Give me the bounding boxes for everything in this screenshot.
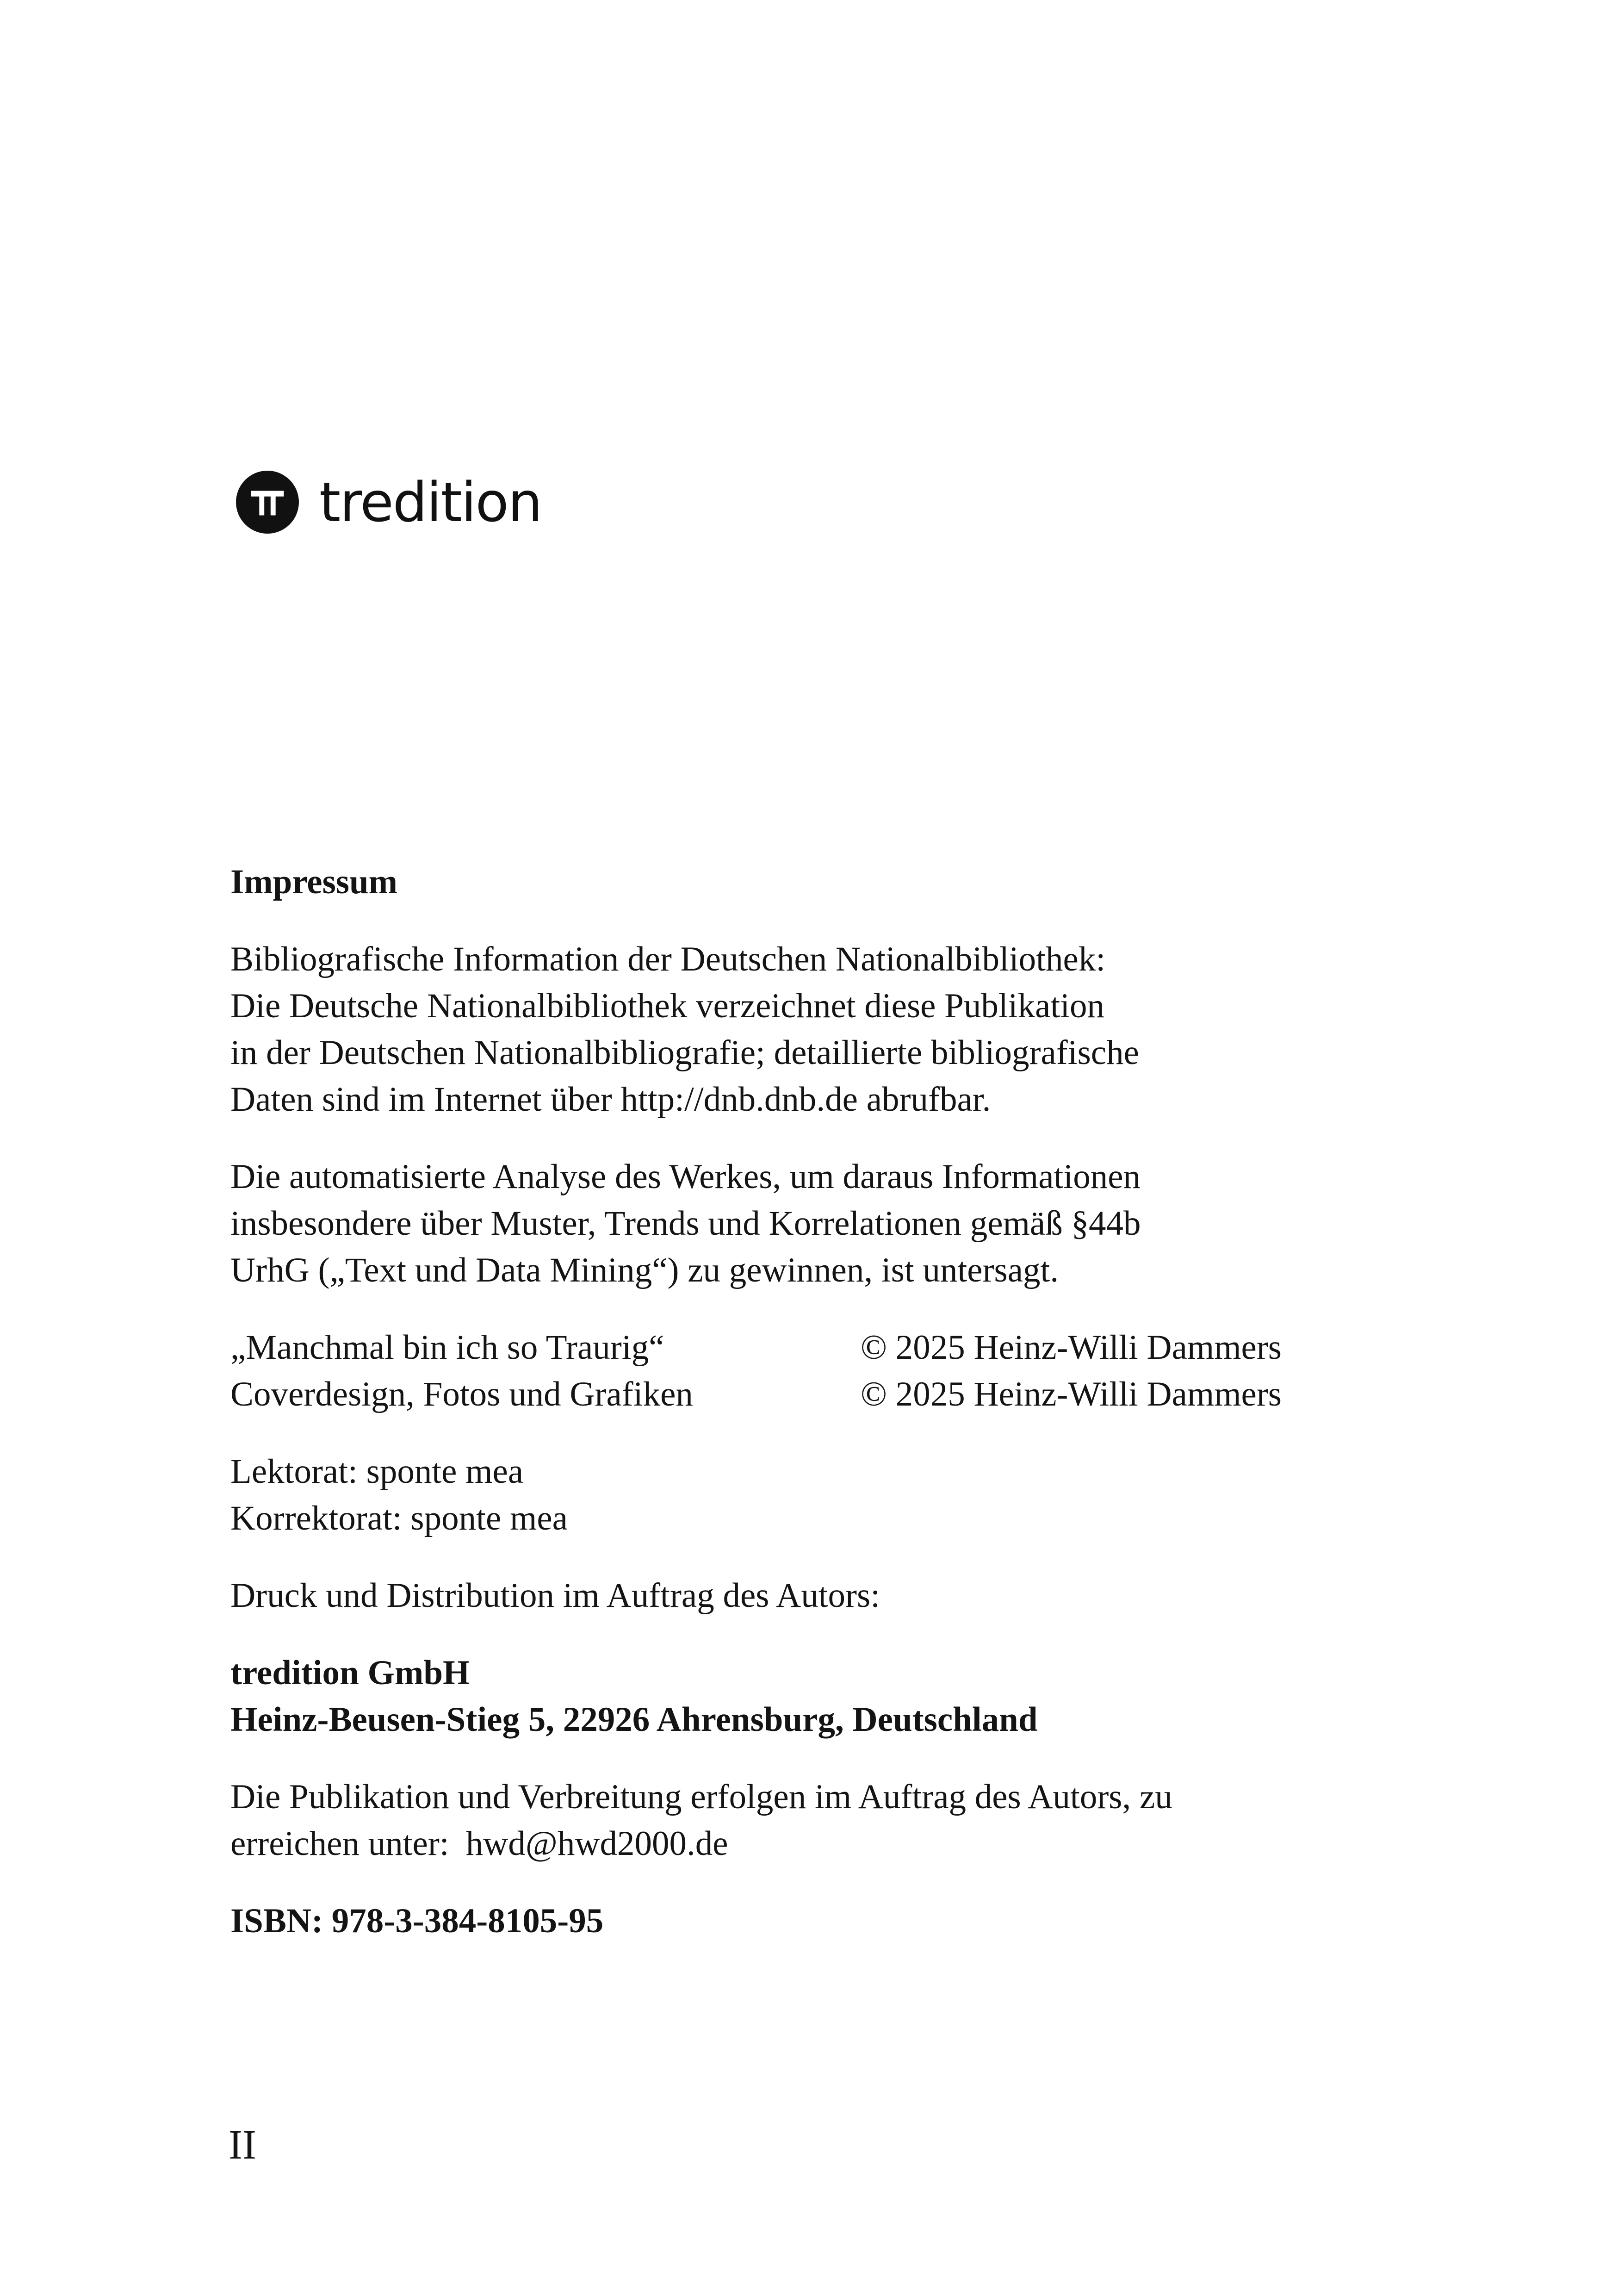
publication-notice [230, 1773, 1480, 1867]
dnb-line: in der Deutschen Nationalbibliografie; detaillierte bibliografische [230, 1033, 1139, 1072]
publisher-name: tredition GmbH [230, 1654, 470, 1692]
contact-prefix: erreichen unter: [230, 1824, 449, 1863]
distribution-line: Druck und Distribution im Auftrag des Autors: [230, 1576, 880, 1615]
page-number: II [229, 2122, 256, 2168]
publisher-logo [236, 467, 542, 537]
dnb-line: Die Deutsche Nationalbibliothek verzeichnet diese Publikation [230, 987, 1105, 1025]
credit-row [230, 1371, 1480, 1418]
imprint-heading: Impressum [230, 863, 398, 901]
imprint-section [230, 859, 1480, 1944]
credit-value: © 2025 Heinz-Willi Dammers [861, 1328, 1282, 1367]
publication-line: Die Publikation und Verbreitung erfolgen im Auftrag des Autors, zu [230, 1778, 1172, 1816]
credit-label: „Manchmal bin ich so Traurig“ [230, 1328, 664, 1367]
publication-line-contact [230, 1820, 1480, 1867]
publisher-street: Heinz-Beusen-Stieg 5, 22926 Ahrensburg, Deutschland [230, 1700, 1038, 1739]
isbn: ISBN: 978-3-384-8105-95 [230, 1902, 604, 1940]
dnb-notice [230, 936, 1480, 1123]
credit-row [230, 1324, 1480, 1371]
isbn-block [230, 1898, 1480, 1944]
copyright-credits [230, 1324, 1480, 1418]
credit-value: © 2025 Heinz-Willi Dammers [861, 1375, 1282, 1413]
editing-credits [230, 1448, 1480, 1542]
dnb-line: Bibliografische Information der Deutschen Nationalbibliothek: [230, 940, 1106, 978]
tdm-line: Die automatisierte Analyse des Werkes, um daraus Informationen [230, 1157, 1141, 1196]
tdm-line: UrhG („Text und Data Mining“) zu gewinnen, ist untersagt. [230, 1251, 1059, 1289]
editing-line: Lektorat: sponte mea [230, 1452, 524, 1491]
credit-label: Coverdesign, Fotos und Grafiken [230, 1375, 693, 1413]
publisher-address [230, 1649, 1480, 1743]
contact-email: hwd@hwd2000.de [465, 1824, 728, 1863]
editing-line: Korrektorat: sponte mea [230, 1499, 568, 1537]
tdm-line: insbesondere über Muster, Trends und Korrelationen gemäß §44b [230, 1204, 1141, 1243]
logo-wordmark: tredition [319, 470, 542, 534]
tredition-logo-icon [236, 471, 299, 534]
tdm-notice [230, 1153, 1480, 1294]
distribution-notice [230, 1572, 1480, 1619]
dnb-line: Daten sind im Internet über http://dnb.dnb.de abrufbar. [230, 1080, 991, 1119]
